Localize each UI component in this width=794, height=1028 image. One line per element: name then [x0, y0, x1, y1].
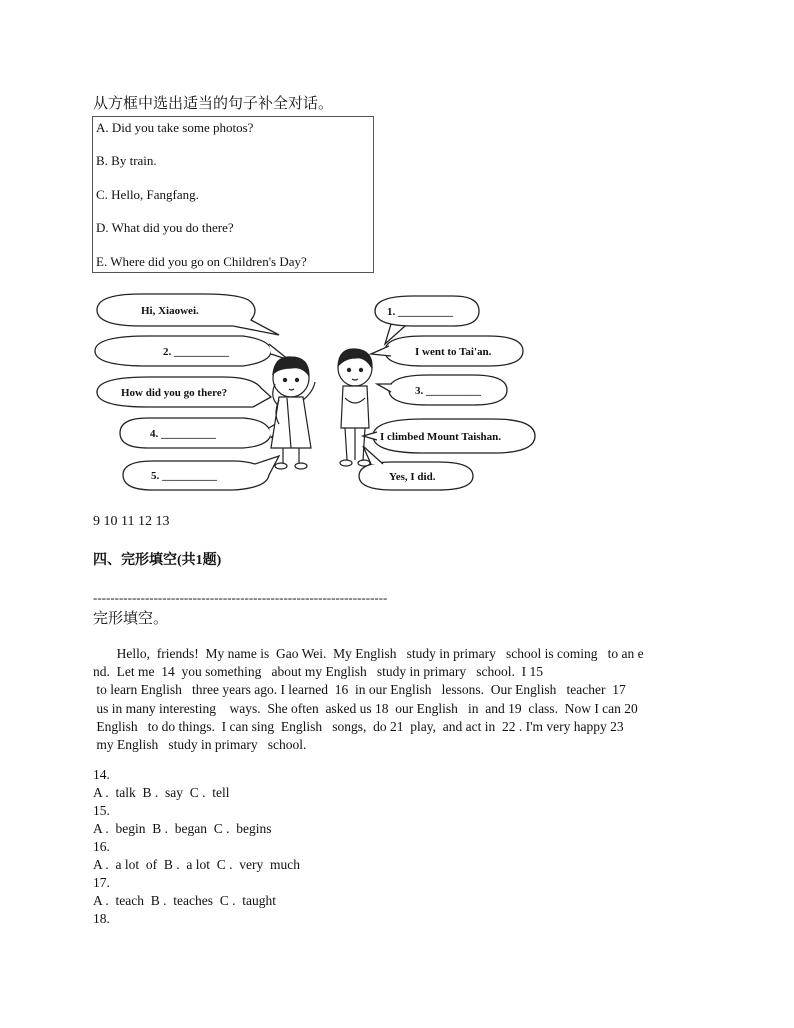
passage-line: my English study in primary school. [93, 737, 307, 753]
section-title: 完形填空。 [93, 611, 169, 627]
question-options: A . begin B . began C . begins [93, 821, 272, 836]
option-d: D. What did you do there? [96, 220, 234, 235]
girl-figure [271, 357, 315, 469]
option-c: C. Hello, Fangfang. [96, 187, 199, 202]
question-options: A . teach B . teaches C . taught [93, 893, 276, 908]
section-heading: 四、完形填空(共1题) [93, 553, 222, 568]
option-e: E. Where did you go on Children's Day? [96, 254, 307, 269]
instruction-text: 从方框中选出适当的句子补全对话。 [93, 96, 334, 112]
boy-line-3: 3. __________ [415, 385, 481, 397]
option-b: B. By train. [96, 153, 157, 168]
girl-line-2: 2. __________ [163, 346, 229, 358]
options-box [92, 116, 374, 273]
question-numbers: 9 10 11 12 13 [93, 514, 170, 529]
boy-line-5: Yes, I did. [389, 471, 436, 483]
question-number: 17. [93, 875, 110, 890]
passage-line: nd. Let me 14 you something about my English study in primary school. I 15 [93, 664, 543, 680]
girl-line-3: How did you go there? [121, 387, 228, 399]
boy-figure [338, 349, 372, 466]
question-number: 15. [93, 803, 110, 818]
passage-line: to learn English three years ago. I learned 16 in our English lessons. Our English teacher 17 [93, 682, 626, 698]
dialogue-illustration [93, 288, 543, 498]
question-list [93, 766, 300, 928]
girl-line-5: 5. __________ [151, 470, 217, 482]
option-a: A. Did you take some photos? [96, 120, 254, 135]
question-number: 16. [93, 839, 110, 854]
girl-line-1: Hi, Xiaowei. [141, 305, 199, 317]
bubble-tail-b3 [377, 384, 391, 392]
divider: -------------------------------------------------------------------- [93, 590, 388, 605]
boy-line-2: I went to Tai'an. [415, 346, 492, 358]
passage-line: English to do things. I can sing English songs, do 21 play, and act in 22 . I'm very happy 23 [93, 718, 624, 734]
question-number: 14. [93, 767, 110, 782]
question-number: 18. [93, 911, 110, 926]
passage-line: us in many interesting ways. She often asked us 18 our English in and 19 class. Now I can 20 [93, 700, 638, 716]
question-options: A . talk B . say C . tell [93, 785, 230, 800]
bubble-tail-b2 [371, 346, 391, 356]
boy-line-1: 1. __________ [387, 306, 453, 318]
cloze-passage [93, 645, 698, 754]
question-options: A . a lot of B . a lot C . very much [93, 857, 300, 872]
passage-line: Hello, friends! My name is Gao Wei. My English study in primary school is coming to an e [93, 646, 644, 661]
boy-line-4: I climbed Mount Taishan. [380, 431, 502, 443]
girl-line-4: 4. __________ [150, 428, 216, 440]
